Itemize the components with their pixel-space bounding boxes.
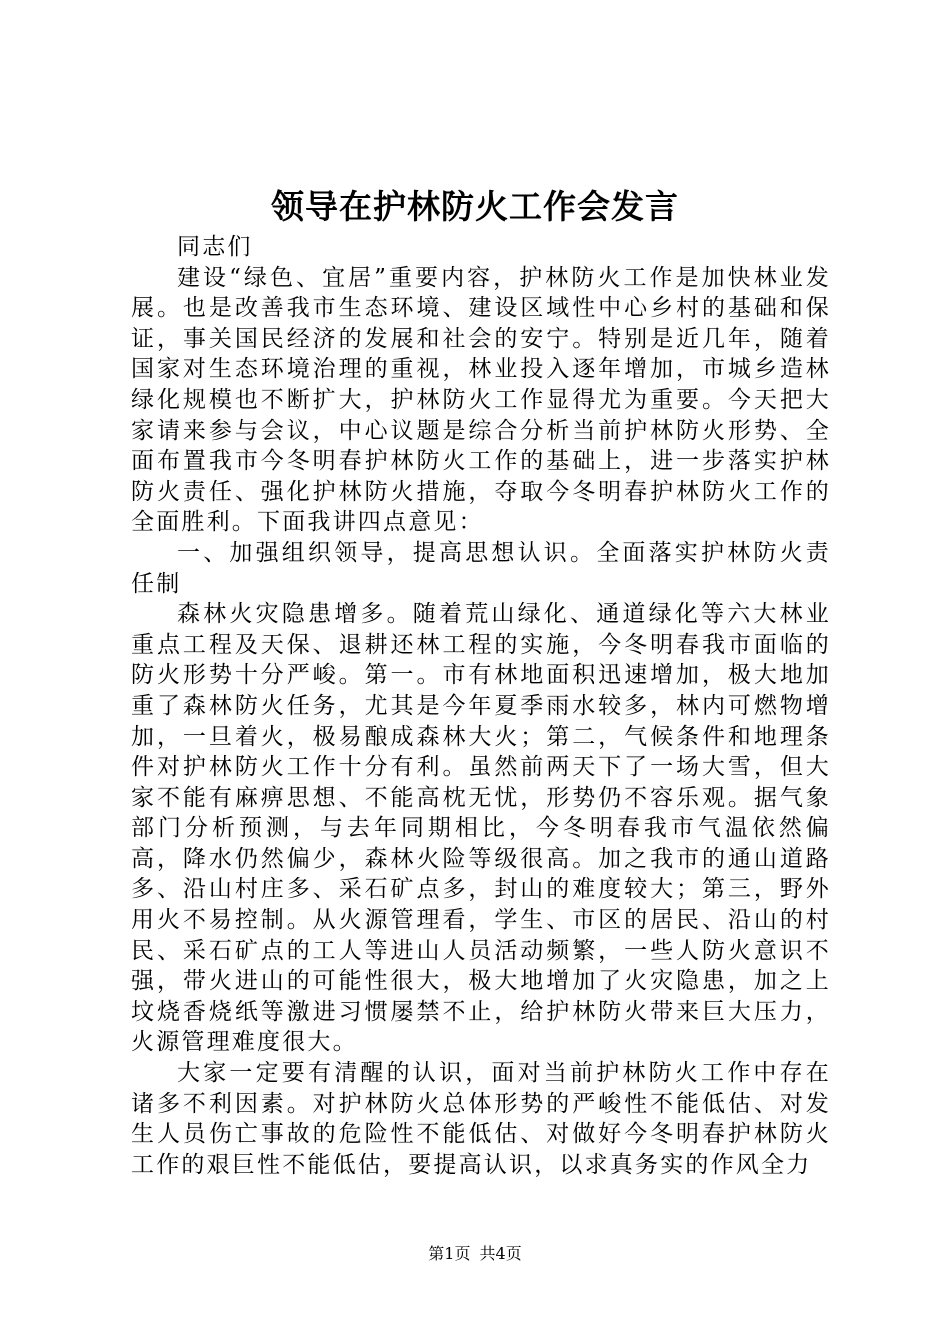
page-footer bbox=[0, 1243, 950, 1265]
salutation-paragraph: 同志们 bbox=[177, 234, 253, 260]
body-paragraph: 森林火灾隐患增多。随着荒山绿化、通道绿化等六大林业重点工程及天保、退耕还林工程的实施，今冬明春我市面临的防火形势十分严峻。第一。市有林地面积迅速增加，极大地加重了森林防火任务，尤其是今年夏季雨水较多，林内可燃物增加，一旦着火，极易酿成森林大火；第二，气候条件和地理条件对护林防火工作十分有利。虽然前两天下了一场大雪，但大家不能有麻痹思想、不能高枕无忧，形势仍不容乐观。据气象部门分析预测，与去年同期相比，今冬明春我市气温依然偏高，降水仍然偏少，森林火险等级很高。加之我市的通山道路多、沿山村庄多、采石矿点多，封山的难度较大；第三，野外用火不易控制。从火源管理看，学生、市区的居民、沿山的村民、采石矿点的工人等进山人员活动频繁，一些人防火意识不强，带火进山的可能性很大，极大地增加了火灾隐患，加之上坟烧香烧纸等激进习惯屡禁不止，给护林防火带来巨大压力，火源管理难度很大。 bbox=[131, 601, 831, 1056]
body-paragraph: 建设“绿色、宜居”重要内容，护林防火工作是加快林业发展。也是改善我市生态环境、建设区域性中心乡村的基础和保证，事关国民经济的发展和社会的安宁。特别是近几年，随着国家对生态环境治理的重视，林业投入逐年增加，市城乡造林绿化规模也不断扩大，护林防火工作显得尤为重要。今天把大家请来参与会议，中心议题是综合分析当前护林防火形势、全面布置我市今冬明春护林防火工作的基础上，进一步落实护林防火责任、强化护林防火措施，夺取今冬明春护林防火工作的全面胜利。下面我讲四点意见： bbox=[131, 264, 831, 536]
section-heading-paragraph: 一、加强组织领导，提高思想认识。全面落实护林防火责任制 bbox=[131, 539, 831, 597]
document-body bbox=[131, 232, 831, 1180]
page-total: 共4页 bbox=[479, 1244, 522, 1263]
page-number: 第1页 bbox=[428, 1244, 471, 1263]
body-paragraph: 大家一定要有清醒的认识，面对当前护林防火工作中存在诸多不利因素。对护林防火总体形势的严峻性不能低估、对发生人员伤亡事故的危险性不能低估、对做好今冬明春护林防火工作的艰巨性不能低估，要提高认识，以求真务实的作风全力 bbox=[131, 1060, 831, 1178]
document-title: 领导在护林防火工作会发言 bbox=[271, 187, 679, 226]
